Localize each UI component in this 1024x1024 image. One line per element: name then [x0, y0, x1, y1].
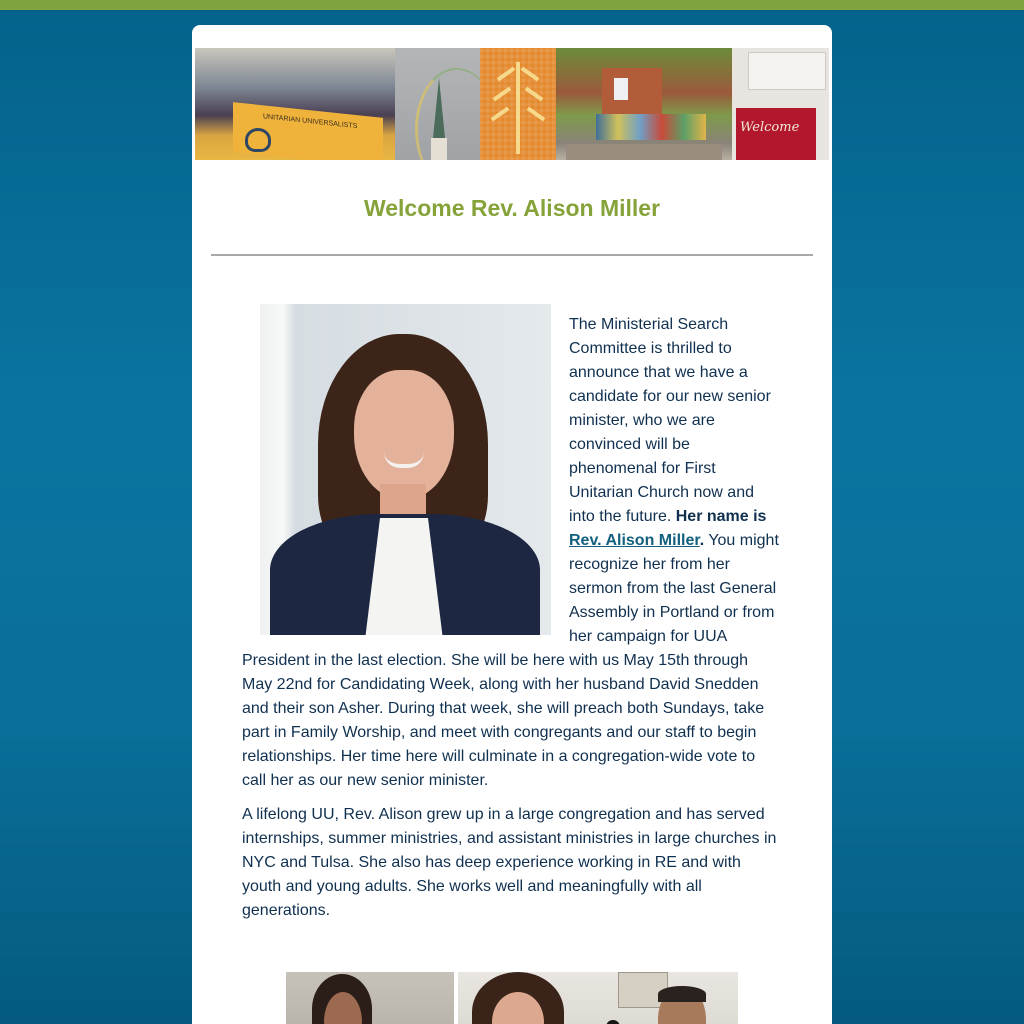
banner-photo-courtyard	[556, 48, 732, 160]
banner-photo-steeple-rainbow	[395, 48, 480, 160]
tree-branch	[493, 87, 512, 102]
protest-banner-text: UNITARIAN UNIVERSALISTS	[263, 113, 358, 131]
tree-branch	[527, 107, 546, 122]
microphone-icon	[606, 1020, 620, 1024]
portrait-face	[354, 370, 454, 500]
banner-photo-protest	[195, 48, 395, 160]
person-hair	[658, 986, 706, 1002]
group-photo-right	[458, 972, 738, 1024]
banner-photo-welcome-table	[732, 48, 829, 160]
rainbow-shape	[415, 68, 480, 160]
welcome-sign-text: Welcome	[740, 120, 800, 135]
tree-branch	[497, 67, 516, 82]
tower-shape	[431, 138, 447, 160]
paragraph-background: A lifelong UU, Rev. Alison grew up in a large congregation and has served internships, summer ministries, and assistant ministries in large churches in NYC and Tulsa. She also has deep experience working in RE and with youth and young adults. She works well and meaningfully with all generations.	[242, 806, 777, 919]
article-title: Welcome Rev. Alison Miller	[363, 195, 661, 221]
divider	[211, 254, 813, 256]
group-photo	[286, 972, 738, 1024]
announcement-intro: The Ministerial Search Committee is thrilled to announce that we have a candidate for our new senior minister, who we are convinced will be phenomenal for First Unitarian Church now and into the future.	[569, 316, 771, 525]
header-banner	[195, 48, 829, 160]
announcement-bold: Her name is	[675, 508, 767, 525]
mural-shape	[596, 114, 706, 140]
minister-portrait	[260, 304, 551, 635]
tree-branch	[525, 87, 544, 102]
deck-shape	[566, 144, 722, 160]
banner-photo-tree-mosaic	[480, 48, 556, 160]
minister-name-link[interactable]: Rev. Alison Miller	[569, 532, 700, 549]
article-body	[242, 304, 782, 933]
top-accent-strip	[0, 0, 1024, 10]
newsletter-card	[192, 25, 832, 1024]
tree-branch	[491, 107, 510, 122]
tree-branch	[521, 67, 540, 82]
steeple-shape	[433, 78, 445, 138]
tree-trunk	[516, 62, 520, 154]
poster-shape	[748, 52, 826, 90]
heart-chalice-icon	[245, 128, 271, 152]
announcement-rest: You might recognize her from her sermon from the last General Assembly in Portland or from her campaign for UUA President in the last election. She will be here with us May 15th through May 22nd for Candidating Week, along with her husband David Snedden and their son Asher. During that week, she will preach both Sundays, take part in Family Worship, and meet with congregants and our staff to begin relationships. Her time here will culminate in a congregation-wide vote to call her as our new senior minister.	[242, 532, 779, 789]
window-shape	[614, 78, 628, 100]
announcement-bold-period: .	[699, 532, 705, 549]
group-photo-left	[286, 972, 454, 1024]
